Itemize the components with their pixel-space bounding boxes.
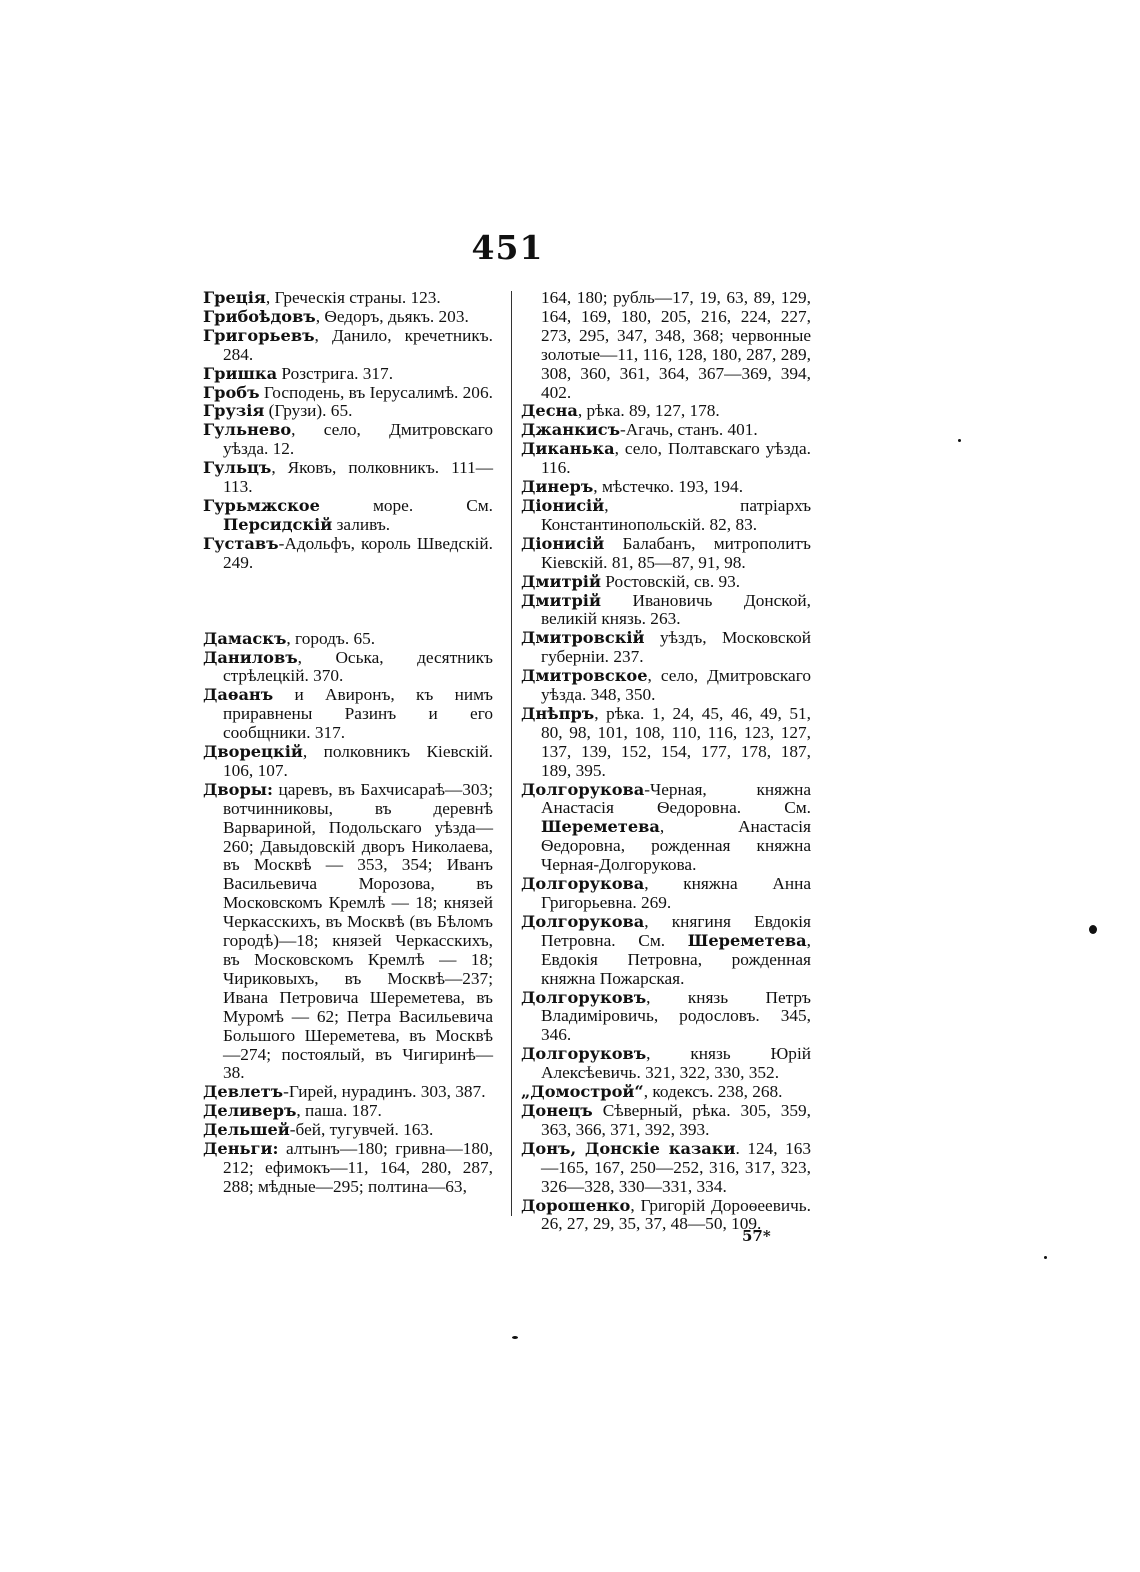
index-text: , село, Дмитровскаго уѣзда. 12.: [223, 420, 493, 459]
index-entry: [203, 421, 493, 459]
index-column-left: [203, 289, 493, 1197]
index-term: Шереметева: [541, 817, 660, 837]
index-entry: [521, 573, 811, 592]
index-entry: [203, 1102, 493, 1121]
index-entry: [203, 686, 493, 743]
index-text: , село, Полтавскаго уѣзда. 116.: [541, 439, 811, 478]
index-text: , паша. 187.: [296, 1101, 382, 1121]
index-entry: [521, 421, 811, 440]
index-term: Греція: [203, 288, 266, 307]
index-entry: [203, 649, 493, 687]
index-entry: [521, 535, 811, 573]
index-text: (Грузи). 65.: [264, 401, 353, 421]
index-text: , княгиня Евдокія Петровна. См.: [541, 911, 811, 950]
index-entry: [203, 402, 493, 421]
index-entry: [203, 1140, 493, 1197]
index-term: Густавъ: [203, 533, 279, 553]
index-term: Дорошенко: [521, 1195, 631, 1215]
index-text: алтынъ—180; гривна—180, 212; ефимокъ—11, 164, 280, 287, 288; мѣдные—295; полтина—63,: [223, 1139, 493, 1196]
ink-speck: [958, 439, 961, 442]
section-gap: [203, 573, 493, 630]
index-term: Дмитрій: [521, 571, 601, 591]
index-text: царевъ, въ Бахчисараѣ—303; вотчинниковы, въ деревнѣ Варвариной, Подольскаго уѣзда—260; Давыдовскій дворъ Николаева, въ Москвѣ — 353, 354; Иванъ Васильевича Морозова, въ Московскомъ Кремлѣ — 18; князей Черкасскихъ, въ Москвѣ (въ Бѣломъ городѣ)—18; князей Черкасскихъ, въ Московскомъ Кремлѣ — 18; Чириковыхъ, въ Москвѣ—237; Ивана Петровича Шереметева, въ Муромѣ — 62; Петра Васильевича Большого Шереметева, въ Москвѣ—274; постоялый, въ Чигиринѣ—38.: [223, 779, 493, 1083]
index-term: Десна: [521, 401, 578, 421]
index-text: уѣздъ, Московской губерніи. 237.: [541, 628, 811, 667]
index-text: Сѣверный, рѣка. 305, 359, 363, 366, 371, 392, 393.: [541, 1100, 811, 1139]
index-term: Гришка: [203, 363, 278, 383]
index-entry: [203, 781, 493, 1084]
index-term: Дельшей: [203, 1120, 290, 1140]
index-text: . 124, 163—165, 167, 250—252, 316, 317, 323, 326—328, 330—331, 334.: [541, 1138, 811, 1196]
index-term: Долгоруковъ: [521, 1044, 647, 1064]
index-term: Гульцъ: [203, 458, 272, 478]
index-text: 164, 180; рубль—17, 19, 63, 89, 129, 164, 169, 180, 205, 216, 224, 227, 273, 295, 347, 348, 368; червонные золотые—11, 116, 128, 180, 287, 289, 308, 360, 361, 364, 367—369, 394, 402.: [541, 288, 811, 402]
index-text: Ивановичь Донской, великій князь. 263.: [541, 590, 811, 629]
index-text: , мѣстечко. 193, 194.: [593, 477, 744, 497]
index-text: , Греческія страны. 123.: [265, 288, 441, 307]
index-text: Господень, въ Іерусалимѣ. 206.: [259, 382, 493, 402]
index-text: , князь Юрій Алексѣевичь. 321, 322, 330, 352.: [541, 1044, 811, 1083]
index-text: , Оська, десятникъ стрѣлецкій. 370.: [223, 647, 493, 686]
index-entry: [203, 1083, 493, 1102]
index-text: -Черная, княжна Анастасія Ѳедоровна. См.: [541, 779, 811, 818]
index-text: -Гирей, нурадинъ. 303, 387.: [283, 1082, 486, 1102]
index-column-right: [521, 289, 811, 1234]
index-text: , патріархъ Константинопольскій. 82, 83.: [541, 495, 811, 534]
index-entry: [203, 630, 493, 649]
index-entry: [203, 308, 493, 327]
index-entry: [521, 989, 811, 1046]
index-entry: [521, 1102, 811, 1140]
index-entry: [203, 289, 493, 308]
page-number: 451: [471, 228, 544, 267]
index-term: Дмитровское: [521, 666, 648, 686]
column-divider: [511, 291, 512, 1216]
index-term: Девлетъ: [203, 1082, 284, 1102]
index-term: Днѣпръ: [521, 703, 595, 723]
index-text: , княжна Анна Григорьевна. 269.: [541, 874, 811, 912]
index-term: Персидскій: [223, 514, 333, 534]
index-term: Діонисій: [521, 533, 605, 553]
index-term: Гурьмжское: [203, 495, 320, 515]
index-term: Диканька: [521, 439, 615, 459]
index-text: и Авиронъ, къ нимъ приравнены Разинъ и его сообщники. 317.: [223, 685, 493, 743]
index-entry: [203, 535, 493, 573]
index-text: -Агачь, станъ. 401.: [620, 420, 758, 440]
ink-speck: [1089, 925, 1097, 934]
index-entry: [203, 497, 493, 535]
index-term: Григорьевъ: [203, 325, 315, 345]
index-text: , городъ. 65.: [286, 628, 376, 648]
index-term: Даѳанъ: [203, 685, 274, 705]
index-term: Дворецкій: [203, 742, 303, 762]
index-term: Долгоруковъ: [521, 987, 647, 1007]
index-term: Деньги:: [203, 1139, 279, 1159]
index-entry: [203, 365, 493, 384]
index-text: -Адольфъ, король Шведскій. 249.: [223, 533, 493, 572]
index-term: Гробъ: [203, 382, 260, 402]
index-entry: [203, 384, 493, 403]
index-term: Діонисій: [521, 495, 605, 515]
index-entry: [203, 459, 493, 497]
index-text: , князь Петръ Владиміровичь, родословъ. 345, 346.: [541, 987, 811, 1045]
index-term: Шереметева: [687, 930, 807, 950]
index-entry: [521, 1045, 811, 1083]
index-entry: [521, 289, 811, 402]
index-text: -бей, тугувчей. 163.: [289, 1120, 434, 1140]
index-term: „Домострой“: [521, 1082, 644, 1102]
index-term: Грибоѣдовъ: [203, 306, 316, 326]
index-term: Донъ, Донскіе казаки: [521, 1138, 736, 1158]
index-entry: [203, 327, 493, 365]
index-entry: [203, 743, 493, 781]
index-text: , кодексъ. 238, 268.: [643, 1082, 783, 1102]
index-text: Розстрига. 317.: [277, 363, 394, 383]
index-text: , Евдокія Петровна, рожденная княжна Пожарская.: [541, 930, 811, 988]
index-text: , Данило, кречетникъ. 284.: [223, 325, 493, 364]
index-term: Даниловъ: [203, 647, 298, 667]
index-text: , рѣка. 89, 127, 178.: [577, 401, 720, 421]
index-text: Балабанъ, митрополитъ Кіевскій. 81, 85—87, 91, 98.: [541, 533, 811, 572]
index-text: , полковникъ Кіевскій. 106, 107.: [223, 742, 493, 780]
index-entry: [521, 1083, 811, 1102]
index-term: Деливеръ: [203, 1101, 297, 1121]
index-text: , рѣка. 1, 24, 45, 46, 49, 51, 80, 98, 101, 108, 110, 116, 123, 127, 137, 139, 152, 154, 177, 178, 187, 189, 395.: [541, 703, 811, 780]
signature-mark: 57*: [742, 1227, 771, 1245]
ink-speck: [1044, 1256, 1047, 1259]
index-entry: [521, 667, 811, 705]
index-term: Дамаскъ: [203, 628, 287, 648]
index-term: Долгорукова: [521, 874, 645, 894]
index-entry: [521, 781, 811, 876]
index-entry: [521, 478, 811, 497]
index-term: Дмитрій: [521, 590, 601, 610]
index-term: Долгорукова: [521, 779, 645, 799]
index-entry: [203, 1121, 493, 1140]
index-term: Джанкисъ: [521, 420, 621, 440]
index-term: Дмитровскій: [521, 628, 645, 648]
ink-speck: [512, 1336, 518, 1339]
index-text: , Яковъ, полковникъ. 111—113.: [223, 458, 493, 497]
index-text: море. См.: [319, 495, 493, 515]
index-term: Донецъ: [521, 1100, 593, 1120]
index-text: Ростовскій, св. 93.: [600, 571, 741, 591]
index-entry: [521, 440, 811, 478]
index-term: Долгорукова: [521, 911, 645, 931]
index-term: Грузія: [203, 401, 265, 421]
index-term: Динеръ: [521, 477, 594, 497]
index-entry: [521, 629, 811, 667]
index-term: Дворы:: [203, 779, 273, 799]
index-entry: [521, 913, 811, 989]
index-text: , село, Дмитровскаго уѣзда. 348, 350.: [541, 666, 811, 705]
index-entry: [521, 875, 811, 913]
index-term: Гульнево: [203, 420, 292, 440]
index-text: заливъ.: [332, 514, 391, 534]
index-entry: [521, 592, 811, 630]
index-entry: [521, 402, 811, 421]
index-entry: [521, 705, 811, 781]
index-entry: [521, 497, 811, 535]
index-text: , Анастасія Ѳедоровна, рожденная княжна Черная-Долгорукова.: [541, 817, 811, 875]
index-text: , Григорій Дороѳеевичь. 26, 27, 29, 35, 37, 48—50, 109.: [541, 1195, 811, 1234]
index-text: , Ѳедоръ, дьякъ. 203.: [315, 306, 469, 326]
index-entry: [521, 1140, 811, 1197]
